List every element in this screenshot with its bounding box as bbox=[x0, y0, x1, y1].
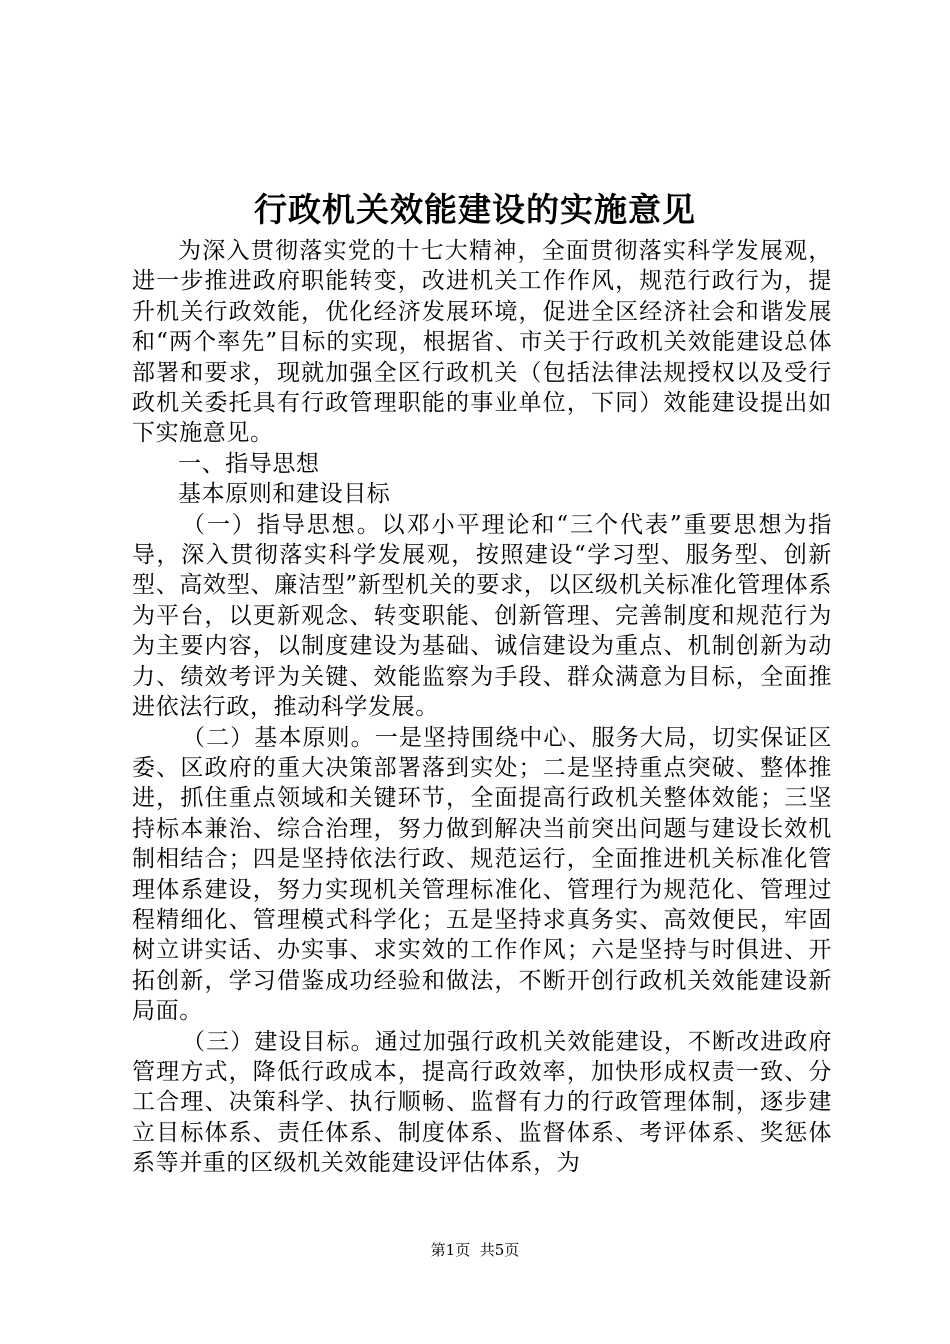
document-title: 行政机关效能建设的实施意见 bbox=[254, 190, 696, 229]
page-footer bbox=[0, 1240, 950, 1260]
paragraph-basic-principles: （二）基本原则。一是坚持围绕中心、服务大局，切实保证区委、区政府的重大决策部署落到实处；二是坚持重点突破、整体推进，抓住重点领域和关键环节，全面提高行政机关整体效能；三坚持标本兼治、综合治理，努力做到解决当前突出问题与建设长效机制相结合；四是坚持依法行政、规范运行，全面推进机关标准化管理体系建设，努力实现机关管理标准化、管理行为规范化、管理过程精细化、管理模式科学化；五是坚持求真务实、高效便民，牢固树立讲实话、办实事、求实效的工作作风；六是坚持与时俱进、开拓创新，学习借鉴成功经验和做法，不断开创行政机关效能建设新局面。 bbox=[132, 724, 832, 1025]
page-total: 共5页 bbox=[479, 1241, 520, 1259]
paragraph-construction-goals: （三）建设目标。通过加强行政机关效能建设，不断改进政府管理方式，降低行政成本，提高行政效率，加快形成权责一致、分工合理、决策科学、执行顺畅、监督有力的行政管理体制，逐步建立目标体系、责任体系、制度体系、监督体系、考评体系、奖惩体系等并重的区级机关效能建设评估体系，为 bbox=[132, 1028, 832, 1177]
intro-paragraph: 为深入贯彻落实党的十七大精神，全面贯彻落实科学发展观，进一步推进政府职能转变，改进机关工作作风，规范行政行为，提升机关行政效能，优化经济发展环境，促进全区经济社会和谐发展和“两个率先”目标的实现，根据省、市关于行政机关效能建设总体部署和要求，现就加强全区行政机关（包括法律法规授权以及受行政机关委托具有行政管理职能的事业单位，下同）效能建设提出如下实施意见。 bbox=[132, 238, 832, 447]
section-subheading: 基本原则和建设目标 bbox=[178, 481, 391, 508]
document-body bbox=[132, 236, 832, 1179]
page-number: 第1页 bbox=[430, 1241, 471, 1259]
section-heading: 一、指导思想 bbox=[178, 450, 320, 477]
paragraph-guiding-thought: （一）指导思想。以邓小平理论和“三个代表”重要思想为指导，深入贯彻落实科学发展观，按照建设“学习型、服务型、创新型、高效型、廉洁型”新型机关的要求，以区级机关标准化管理体系为平台，以更新观念、转变职能、创新管理、完善制度和规范行为为主要内容，以制度建设为基础、诚信建设为重点、机制创新为动力、绩效考评为关键、效能监察为手段、群众满意为目标，全面推进依法行政，推动科学发展。 bbox=[132, 511, 832, 721]
